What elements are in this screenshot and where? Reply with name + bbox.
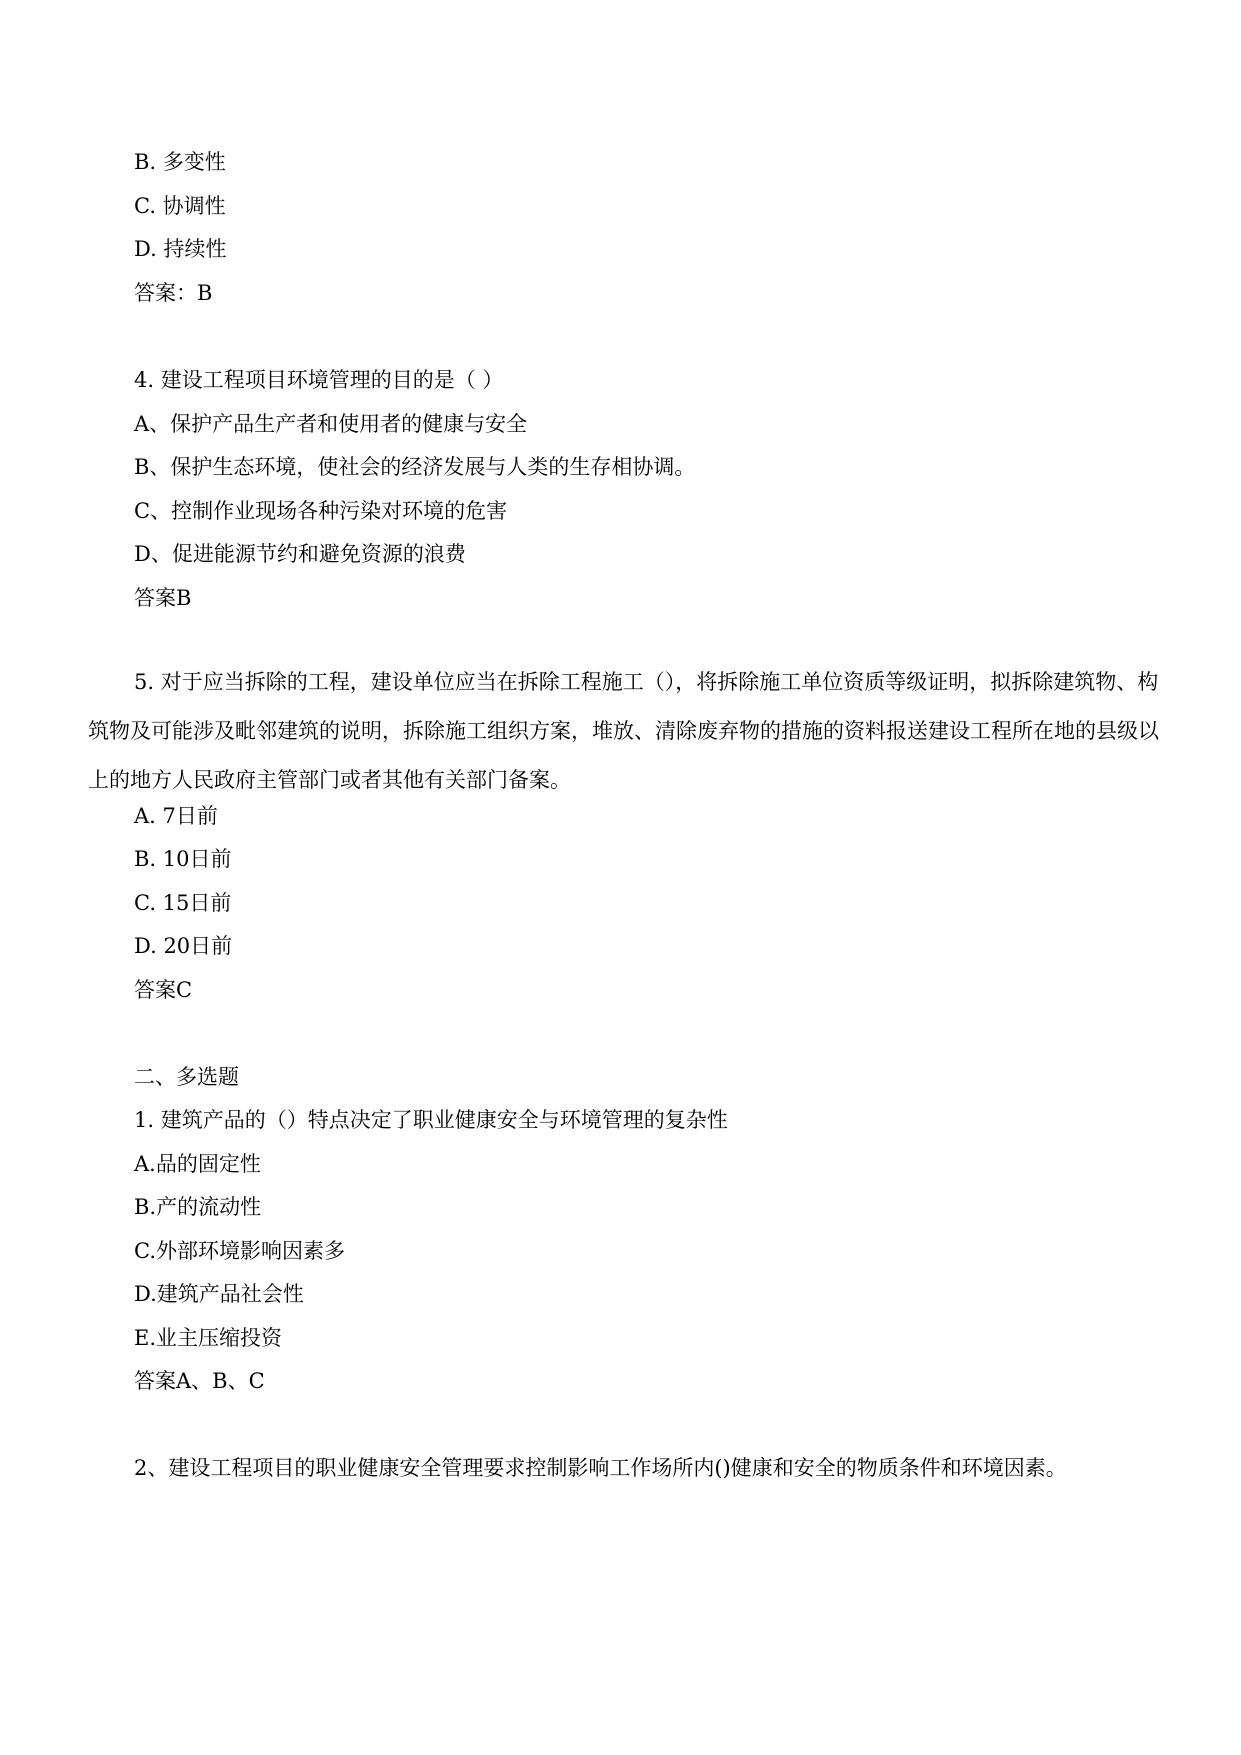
s2-q1-option-c: C.外部环境影响因素多 bbox=[134, 1239, 345, 1263]
q5-option-d: D. 20日前 bbox=[134, 934, 233, 958]
s2-q1-answer: 答案A、B、C bbox=[134, 1369, 265, 1393]
q4-option-c: C、控制作业现场各种污染对环境的危害 bbox=[134, 499, 508, 523]
q5-answer: 答案C bbox=[134, 978, 193, 1002]
q5-option-a: A. 7日前 bbox=[134, 804, 218, 828]
q4-answer: 答案B bbox=[134, 586, 192, 610]
s2-q1-option-a: A.品的固定性 bbox=[134, 1152, 261, 1176]
q5-option-b: B. 10日前 bbox=[134, 847, 232, 871]
s2-q1-option-d: D.建筑产品社会性 bbox=[134, 1282, 304, 1306]
s2-q1-stem: 1. 建筑产品的（）特点决定了职业健康安全与环境管理的复杂性 bbox=[134, 1108, 728, 1132]
q5-stem: 5. 对于应当拆除的工程，建设单位应当在拆除工程施工（），将拆除施工单位资质等级证明，拟拆除建筑物、构筑物及可能涉及毗邻建筑的说明，拆除施工组织方案，堆放、清除废弃物的措施的资料报送建设工程所在地的县级以上的地方人民政府主管部门或者其他有关部门备案。 bbox=[88, 670, 1159, 792]
q4-option-d: D、促进能源节约和避免资源的浪费 bbox=[134, 542, 466, 566]
s2-q2-stem: 2、建设工程项目的职业健康安全管理要求控制影响工作场所内()健康和安全的物质条件和环境因素。 bbox=[134, 1456, 1067, 1480]
q4-stem: 4. 建设工程项目环境管理的目的是（ ） bbox=[134, 368, 504, 392]
q4-option-b: B、保护生态环境，使社会的经济发展与人类的生存相协调。 bbox=[134, 455, 696, 479]
q3-option-b: B. 多变性 bbox=[134, 150, 226, 174]
q3-option-d: D. 持续性 bbox=[134, 237, 227, 261]
q5-option-c: C. 15日前 bbox=[134, 891, 232, 915]
q3-option-c: C. 协调性 bbox=[134, 194, 226, 218]
s2-q1-option-b: B.产的流动性 bbox=[134, 1195, 262, 1219]
section-title: 二、多选题 bbox=[134, 1065, 239, 1089]
q3-answer: 答案：B bbox=[134, 281, 213, 305]
s2-q1-option-e: E.业主压缩投资 bbox=[134, 1326, 283, 1350]
q4-option-a: A、保护产品生产者和使用者的健康与安全 bbox=[134, 412, 528, 436]
